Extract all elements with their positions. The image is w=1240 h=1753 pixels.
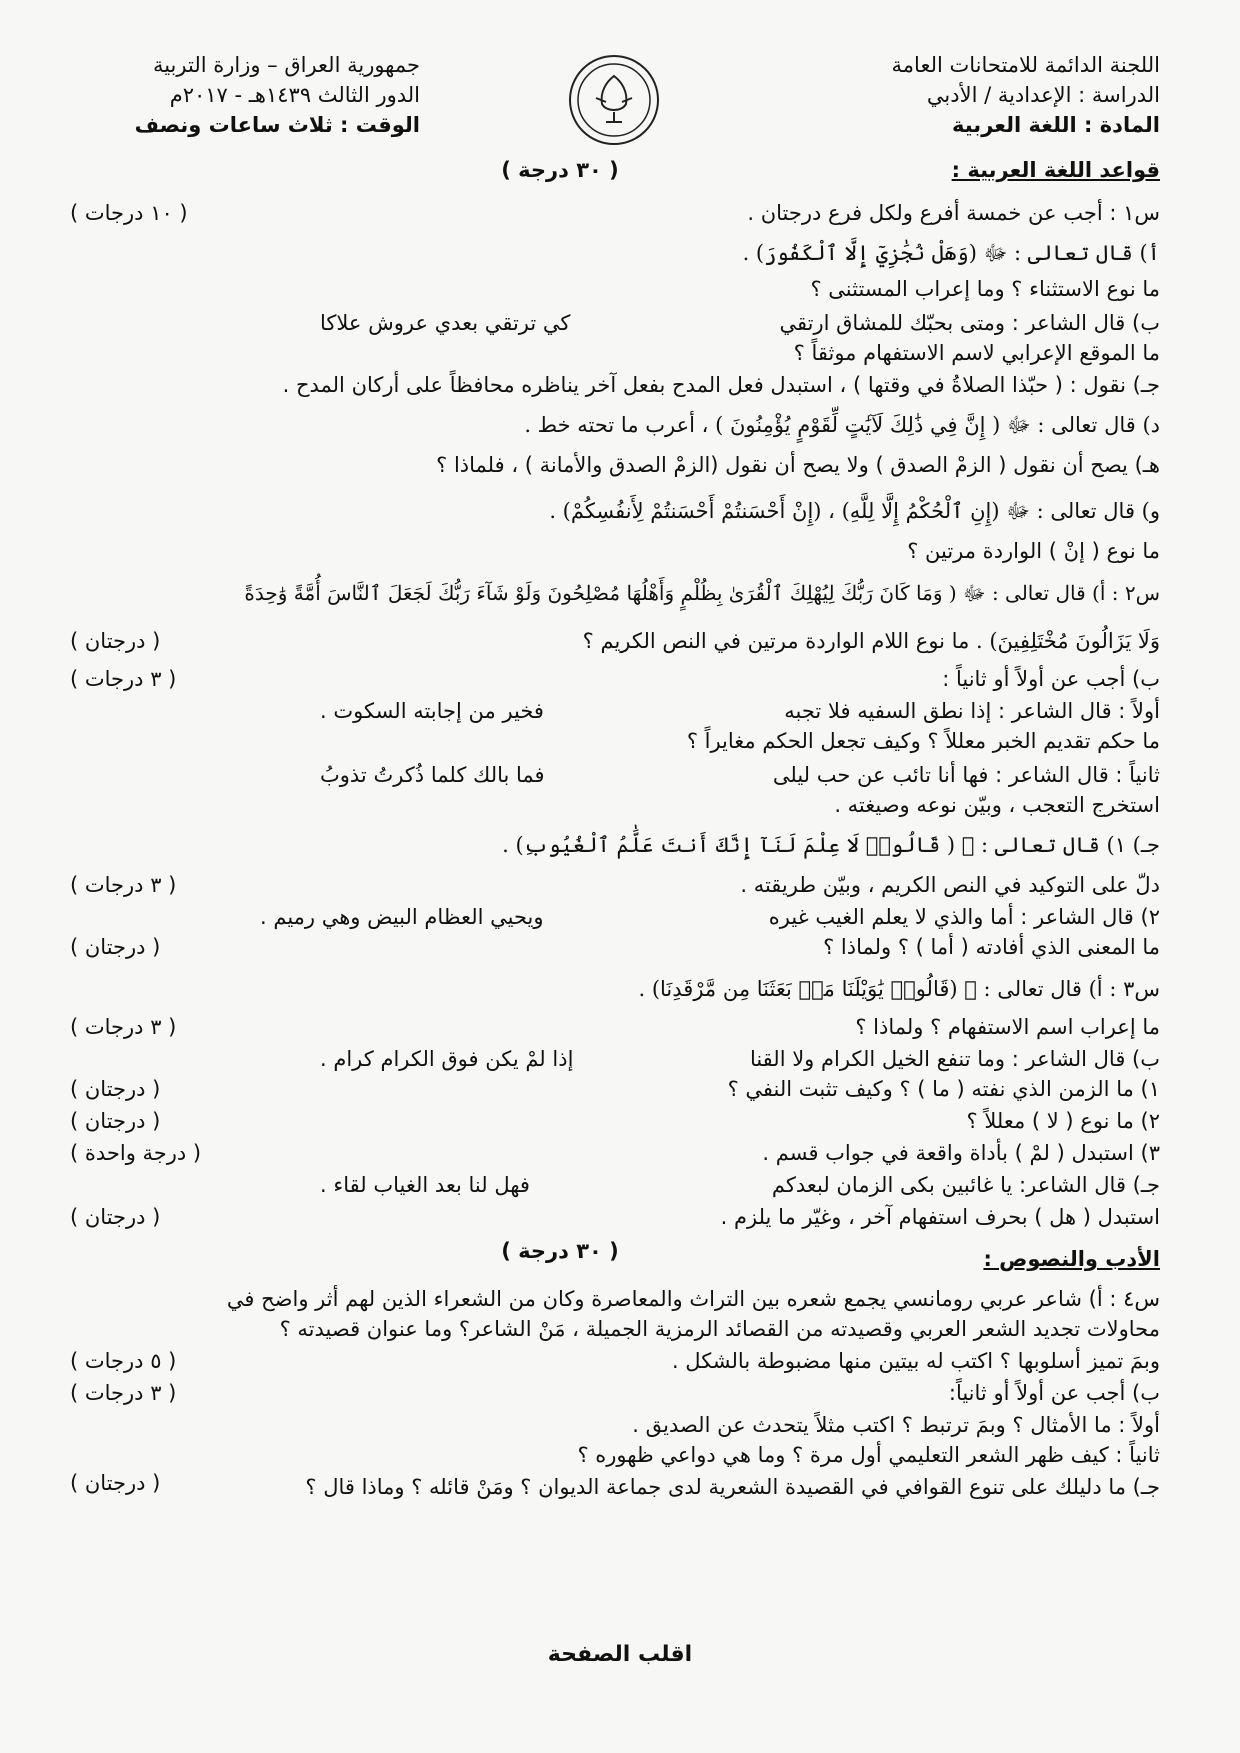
q1-marks: ( ١٠ درجات ) (70, 201, 188, 225)
q3-b-q2: ٢) ما نوع ( لا ) معللاً ؟ (966, 1109, 1160, 1133)
q2-c-question2: ما المعنى الذي أفادته ( أما ) ؟ ولماذا ؟ (823, 935, 1160, 959)
q1-e: هـ) يصح أن نقول ( الزمْ الصدق ) ولا يصح أن نقول (الزمْ الصدق والأمانة ) ، فلماذا ؟ (436, 453, 1160, 477)
q2-b-intro: ب) أجب عن أولاً أو ثانياً : (942, 667, 1160, 691)
q2-a-verse: س٢ : أ) قال تعالى : ﷻ ( وَمَا كَانَ رَبُّكَ لِيُهْلِكَ ٱلْقُرَىٰ بِظُلْمٍ وَأَهْلُهَا مُصْلِحُونَ وَلَوْ شَآءَ رَبُّكَ لَجَعَلَ ٱلنَّاسَ أُمَّةً وَٰحِدَةً (244, 581, 1160, 605)
q3-a-marks: ( ٣ درجات ) (70, 1015, 177, 1039)
q2-b-first-verse-second: فخير من إجابته السكوت . (320, 699, 544, 723)
q4-a-line2: محاولات تجديد الشعر العربي وقصيدته من القصائد الرمزية الجميلة ، مَنْ الشاعر؟ وما عنوان قصيدته ؟ (279, 1317, 1160, 1341)
subject: المادة : اللغة العربية (952, 113, 1160, 137)
q1-intro: س١ : أجب عن خمسة أفرع ولكل فرع درجتان . (747, 201, 1160, 225)
q3-b-q1: ١) ما الزمن الذي نفته ( ما ) ؟ وكيف تثبت النفي ؟ (727, 1077, 1160, 1101)
q4-a-marks: ( ٥ درجات ) (70, 1349, 177, 1373)
q3-b-verse-second: إذا لمْ يكن فوق الكرام كرام . (320, 1047, 574, 1071)
q1-c: جـ) نقول : ( حبّذا الصلاةُ في وقتها ) ، استبدل فعل المدح بفعل آخر يناظره محافظاً على أركان المدح . (282, 373, 1160, 397)
q3-b-q3: ٣) استبدل ( لمْ ) بأداة واقعة في جواب قسم . (762, 1141, 1160, 1165)
q2-b-second-question: استخرج التعجب ، وبيّن نوعه وصيغته . (834, 793, 1160, 817)
q2-a-marks: ( درجتان ) (70, 629, 161, 653)
q4-b-first: أولاً : ما الأمثال ؟ وبمَ ترتبط ؟ اكتب مثلاً يتحدث عن الصديق . (632, 1413, 1160, 1437)
q1-f-verse: و) قال تعالى : ﷻ (إِنِ ٱلْحُكْمُ إِلَّا لِلَّهِ) ، (إِنْ أَحْسَنتُمْ أَحْسَنتُمْ لِأَنفُسِكُمْ) . (549, 499, 1160, 523)
q4-b-marks: ( ٣ درجات ) (70, 1381, 177, 1405)
emblem-icon (566, 52, 662, 148)
q1-a-question: ما نوع الاستثناء ؟ وما إعراب المستثنى ؟ (810, 277, 1160, 301)
exam-time: الوقت : ثلاث ساعات ونصف (134, 113, 420, 137)
header-left (60, 50, 420, 140)
section1-marks: ( ٣٠ درجة ) (501, 158, 619, 182)
q4-a-line3: وبمَ تميز أسلوبها ؟ اكتب له بيتين منها مضبوطة بالشكل . (671, 1349, 1160, 1373)
q2-a-question: وَلَا يَزَالُونَ مُخْتَلِفِينَ) . ما نوع اللام الواردة مرتين في النص الكريم ؟ (582, 629, 1160, 653)
q2-b-first-question: ما حكم تقديم الخبر معللاً ؟ وكيف تجعل الحكم مغايراً ؟ (686, 729, 1160, 753)
q1-a-verse: أ) قال تعالى : ﷻ (وَهَلْ نُجَٰزِيٓ إِلَّا ٱلْكَفُورَ) . (742, 241, 1160, 265)
q2-b-marks: ( ٣ درجات ) (70, 667, 177, 691)
q2-c-question1: دلّ على التوكيد في النص الكريم ، وبيّن طريقته . (740, 873, 1160, 897)
q1-b-verse: ب) قال الشاعر : ومتى بحبّك للمشاق ارتقي (779, 311, 1160, 335)
exam-round: الدور الثالث ١٤٣٩هـ - ٢٠١٧م (169, 83, 420, 107)
section2-marks: ( ٣٠ درجة ) (501, 1239, 619, 1263)
q2-c-marks1: ( ٣ درجات ) (70, 873, 177, 897)
section2-title: الأدب والنصوص : (983, 1247, 1160, 1271)
q3-b-q3-marks: ( درجة واحدة ) (70, 1141, 202, 1165)
q4-c: جـ) ما دليلك على تنوع القوافي في القصيدة الشعرية لدى جماعة الديوان ؟ ومَنْ قائله ؟ وماذا قال ؟ (305, 1475, 1160, 1499)
q3-a-question: ما إعراب اسم الاستفهام ؟ ولماذا ؟ (855, 1015, 1160, 1039)
section1-title: قواعد اللغة العربية : (951, 158, 1160, 182)
q3-b-q2-marks: ( درجتان ) (70, 1109, 161, 1133)
study-branch: الدراسة : الإعدادية / الأدبي (926, 83, 1160, 107)
q3-b-verse: ب) قال الشاعر : وما تنفع الخيل الكرام ولا القنا (749, 1047, 1160, 1071)
q2-c-marks2: ( درجتان ) (70, 935, 161, 959)
q4-c-marks: ( درجتان ) (70, 1471, 161, 1495)
turn-page-note: اقلب الصفحة (547, 1642, 693, 1667)
q2-c-verse2-second: ويحيي العظام البيض وهي رميم . (260, 905, 544, 929)
q4-a-line1: س٤ : أ) شاعر عربي رومانسي يجمع شعره بين التراث والمعاصرة وكان من الشعراء الذين لهم أثر واضح في (226, 1287, 1160, 1311)
q3-c-question: استبدل ( هل ) بحرف استفهام آخر ، وغيّر ما يلزم . (720, 1205, 1160, 1229)
header-right (820, 50, 1160, 140)
q2-b-first-verse: أولاً : قال الشاعر : إذا نطق السفيه فلا تجبه (784, 699, 1160, 723)
committee-name: اللجنة الدائمة للامتحانات العامة (891, 53, 1160, 77)
q2-b-second-verse-second: فما بالك كلما ذُكرتُ تذوبُ (320, 763, 545, 787)
q1-f-question: ما نوع ( إنْ ) الواردة مرتين ؟ (907, 539, 1160, 563)
country-ministry: جمهورية العراق – وزارة التربية (152, 53, 420, 77)
q2-b-second-verse: ثانياً : قال الشاعر : فها أنا تائب عن حب ليلى (772, 763, 1160, 787)
q3-c-verse: جـ) قال الشاعر: يا غائبين بكى الزمان لبعدكم (771, 1173, 1160, 1197)
q1-b-question: ما الموقع الإعرابي لاسم الاستفهام موثقاً ؟ (793, 341, 1160, 365)
q1-d: د) قال تعالى : ﷻ ( إِنَّ فِي ذَٰلِكَ لَآيَٰتٍ لِّقَوْمٍ يُؤْمِنُونَ ) ، أعرب ما تحته خط . (524, 413, 1160, 437)
q3-a-verse: س٣ : أ) قال تعالى : ﷻ (قَالُوا۟ يَٰوَيْلَنَا مَنۢ بَعَثَنَا مِن مَّرْقَدِنَا) . (638, 977, 1160, 1001)
q3-c-verse-second: فهل لنا بعد الغياب لقاء . (320, 1173, 530, 1197)
q1-b-verse-second: كي ترتقي بعدي عروش علاكا (320, 311, 571, 335)
q2-c-verse2: ٢) قال الشاعر : أما والذي لا يعلم الغيب غيره (768, 905, 1160, 929)
q4-b-second: ثانياً : كيف ظهر الشعر التعليمي أول مرة ؟ وما هي دواعي ظهوره ؟ (577, 1443, 1160, 1467)
q3-c-marks: ( درجتان ) (70, 1205, 161, 1229)
q4-b-intro: ب) أجب عن أولاً أو ثانياً: (948, 1381, 1160, 1405)
q2-c-verse: جـ) ١) قال تعالى : ﷻ ( قَالُوا۟ لَا عِلْمَ لَنَآ إِنَّكَ أَنتَ عَلَّٰمُ ٱلْغُيُوبِ) . (502, 833, 1160, 857)
q3-b-q1-marks: ( درجتان ) (70, 1077, 161, 1101)
